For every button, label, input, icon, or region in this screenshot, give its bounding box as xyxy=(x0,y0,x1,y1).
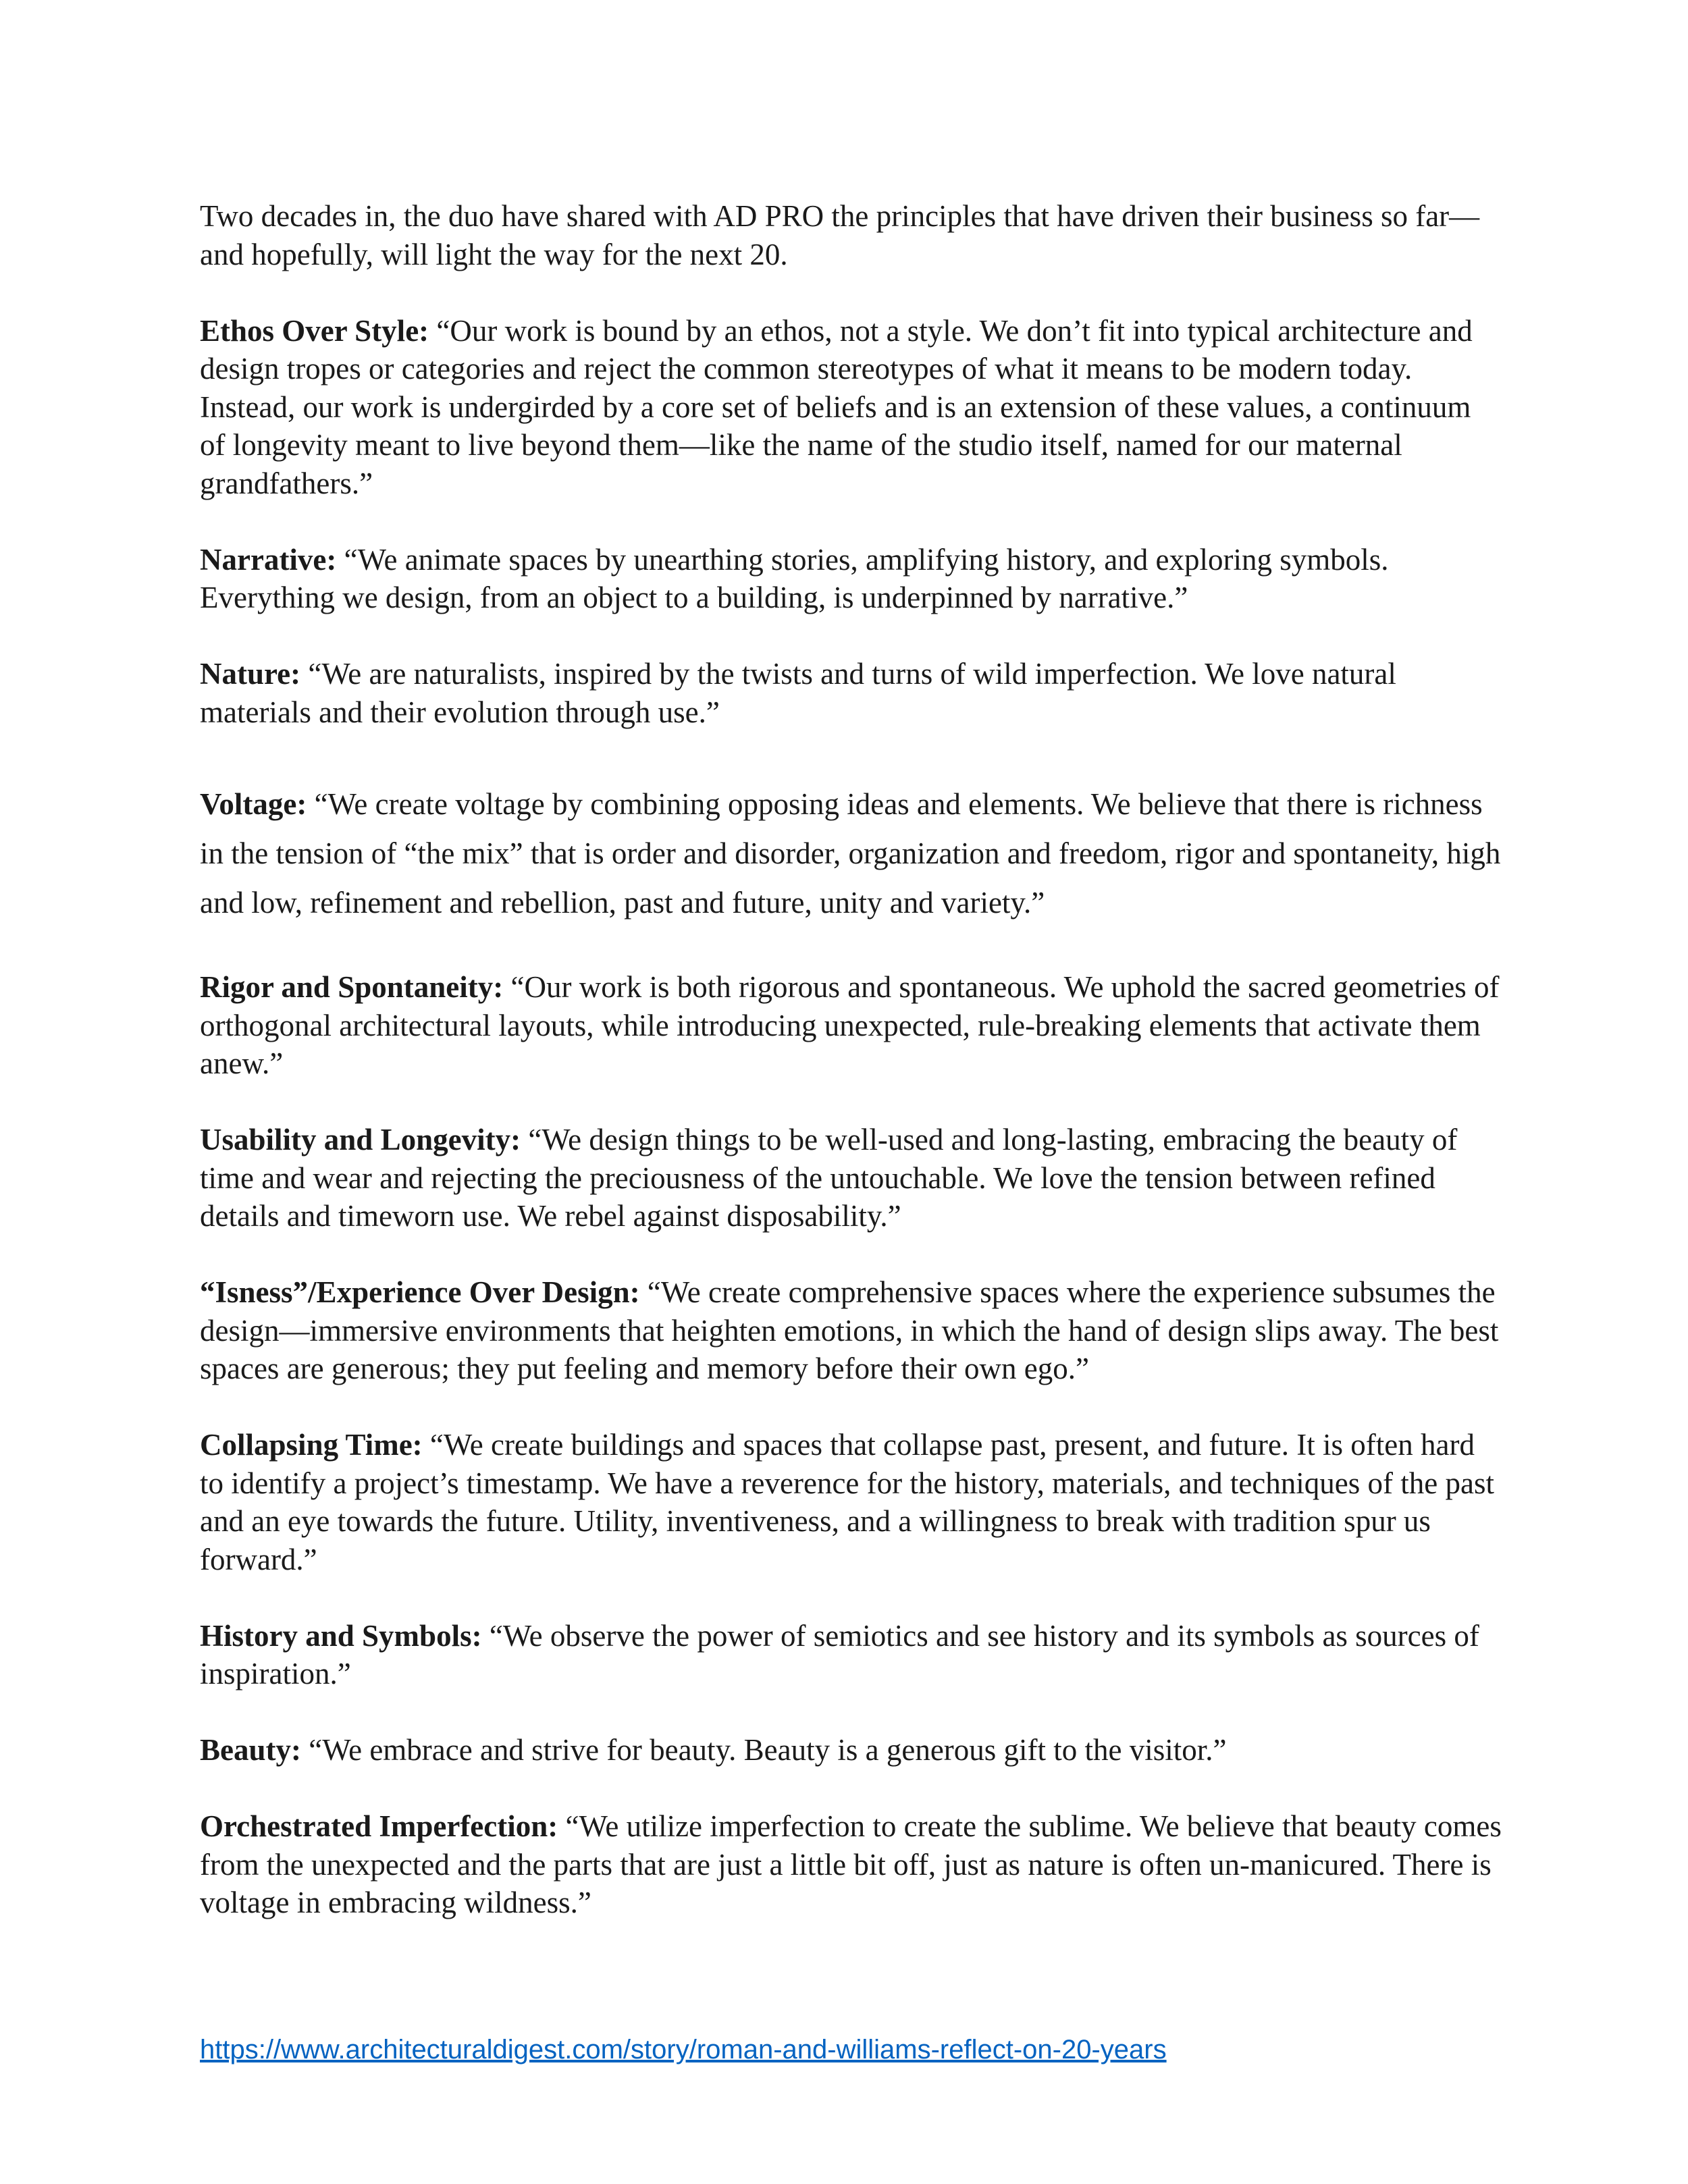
principle-heading: Rigor and Spontaneity: xyxy=(200,970,511,1004)
source-url-link[interactable]: https://www.architecturaldigest.com/story/roman-and-williams-reflect-on-20-years xyxy=(200,2035,1167,2065)
principle-usability-and-longevity xyxy=(200,1121,1503,1235)
principle-text: “Our work is bound by an ethos, not a style. We don’t fit into typical architecture and design tropes or categories and reject the common stereotypes of what it means to be modern today. Instead, our work is undergirded by a core set of beliefs and is an extension of these values, a continuum of longevity meant to live beyond them—like the name of the studio itself, named for our maternal grandfathers.” xyxy=(200,313,1473,500)
principle-history-and-symbols xyxy=(200,1617,1503,1693)
principle-rigor-and-spontaneity xyxy=(200,968,1503,1083)
article-body xyxy=(200,197,1503,1960)
principle-isness-experience-over-design xyxy=(200,1273,1503,1388)
principle-text: “We animate spaces by unearthing stories, amplifying history, and exploring symbols. Everything we design, from an object to a building, is underpinned by narrative.” xyxy=(200,542,1389,614)
principle-orchestrated-imperfection xyxy=(200,1807,1503,1922)
principle-text: “We create voltage by combining opposing ideas and elements. We believe that there is richness in the tension of “the mix” that is order and disorder, organization and freedom, rigor and spontaneity, high and low, refinement and rebellion, past and future, unity and variety.” xyxy=(200,787,1501,920)
principle-heading: “Isness”/Experience Over Design: xyxy=(200,1275,648,1309)
principle-text: “We create buildings and spaces that collapse past, present, and future. It is often hard to identify a project’s timestamp. We have a reverence for the history, materials, and techniques of the past and an eye towards the future. Utility, inventiveness, and a willingness to break with tradition spur us forward.” xyxy=(200,1428,1494,1576)
principle-text: “We utilize imperfection to create the sublime. We believe that beauty comes from the unexpected and the parts that are just a little bit off, just as nature is often un-manicured. There is voltage in embracing wildness.” xyxy=(200,1809,1502,1919)
principle-beauty xyxy=(200,1731,1503,1769)
principle-voltage xyxy=(200,780,1503,928)
principle-heading: Usability and Longevity: xyxy=(200,1123,529,1156)
principle-ethos-over-style xyxy=(200,312,1503,503)
principle-heading: Nature: xyxy=(200,657,309,691)
principle-text: “Our work is both rigorous and spontaneous. We uphold the sacred geometries of orthogonal architectural layouts, while introducing unexpected, rule-breaking elements that activate them anew.” xyxy=(200,970,1500,1080)
principle-heading: Voltage: xyxy=(200,787,315,821)
principle-nature xyxy=(200,655,1503,731)
principle-heading: Beauty: xyxy=(200,1733,309,1767)
principle-collapsing-time xyxy=(200,1426,1503,1578)
principle-text: “We embrace and strive for beauty. Beauty is a generous gift to the visitor.” xyxy=(309,1733,1227,1767)
principle-heading: Collapsing Time: xyxy=(200,1428,430,1462)
principle-text: “We design things to be well-used and long-lasting, embracing the beauty of time and wear and rejecting the preciousness of the untouchable. We love the tension between refined details and timeworn use. We rebel against disposability.” xyxy=(200,1123,1458,1233)
principle-heading: History and Symbols: xyxy=(200,1618,490,1653)
principle-narrative xyxy=(200,541,1503,617)
intro-text: Two decades in, the duo have shared with AD PRO the principles that have driven their business so far—and hopefully, will light the way for the next 20. xyxy=(200,199,1480,271)
principle-heading: Ethos Over Style: xyxy=(200,313,437,348)
principle-text: “We create comprehensive spaces where the experience subsumes the design—immersive environments that heighten emotions, in which the hand of design slips away. The best spaces are generous; they put feeling and memory before their own ego.” xyxy=(200,1275,1499,1385)
principle-text: “We are naturalists, inspired by the twists and turns of wild imperfection. We love natural materials and their evolution through use.” xyxy=(200,657,1396,729)
principle-heading: Narrative: xyxy=(200,542,344,577)
principle-heading: Orchestrated Imperfection: xyxy=(200,1809,566,1843)
principle-text: “We observe the power of semiotics and see history and its symbols as sources of inspiration.” xyxy=(200,1618,1479,1690)
intro-paragraph xyxy=(200,197,1503,273)
